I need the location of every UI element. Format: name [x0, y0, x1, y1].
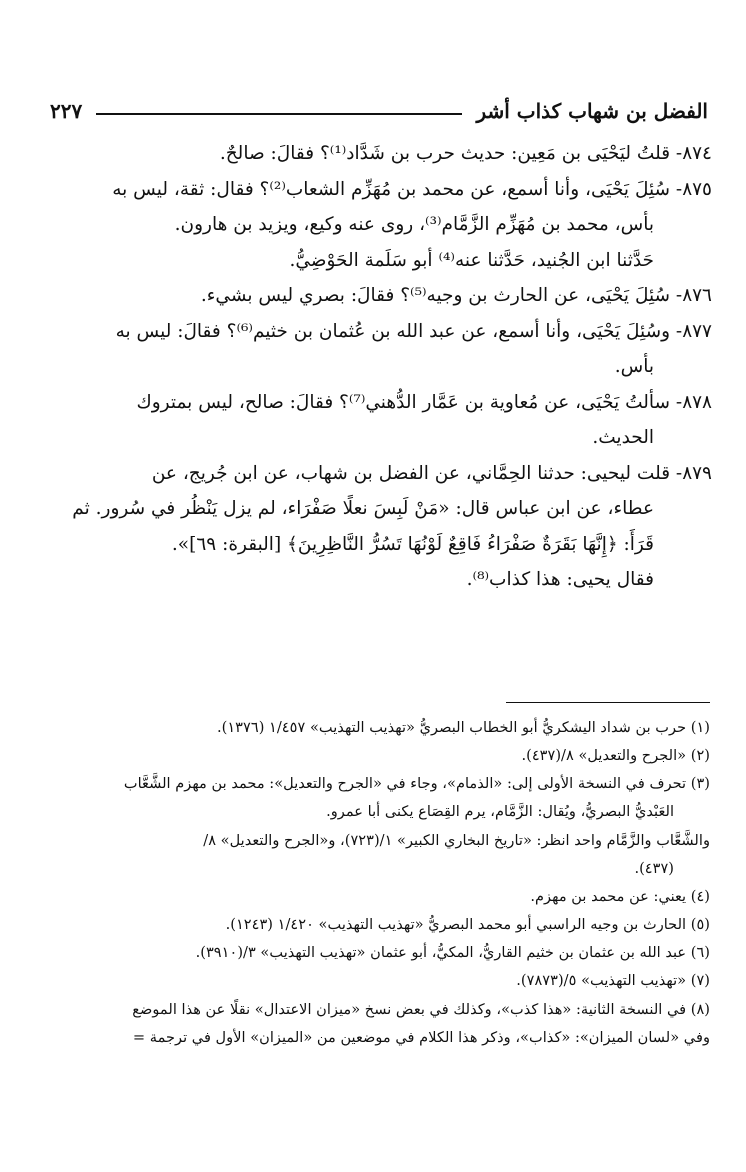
entry-line: بأس، محمد بن مُهَزِّم الزَّمَّام⁽³⁾، روى عنه وكيع، ويزيد بن هارون. [174, 214, 654, 236]
footnote-1 [38, 714, 710, 742]
entry-879 [40, 456, 712, 598]
main-text [40, 136, 712, 598]
entry-line: ٨٧٨- سألتُ يَحْيَى، عن مُعاوية بن عَمَّار الدُّهني⁽⁷⁾؟ فقالَ: صالح، ليس بمتروك [136, 391, 712, 413]
footnote-text: (٥) الحارث بن وجيه الراسبي أبو محمد البصريُّ «تهذيب التهذيب» ١/٤٢٠ (١٢٤٣). [225, 916, 710, 934]
quran-verse-line: قَرَأَ: ﴿إِنَّهَا بَقَرَةٌ صَفْرَاءُ فَاقِعٌ لَوْنُهَا تَسُرُّ النَّاظِرِينَ﴾ [البقرة: ٦٩]». [171, 533, 654, 555]
footnote-text: (٧) «تهذيب التهذيب» ٥/(٧٨٧٣). [516, 972, 710, 990]
entry-line: عطاء، عن ابن عباس قال: «مَنْ لَبِسَ نعلًا صَفْرَاء، لم يزل يَنْظُر في سُرور. ثم [72, 498, 654, 520]
entry-line: فقال يحيى: هذا كذاب⁽⁸⁾. [466, 569, 654, 591]
footnote-6 [38, 939, 710, 967]
footnotes [38, 714, 710, 1052]
footnote-5 [38, 911, 710, 939]
entry-line: حَدَّثنا ابن الجُنيد، حَدَّثنا عنه⁽⁴⁾ أبو سَلَمة الحَوْضِيُّ. [289, 249, 654, 271]
entry-line: ٨٧٤- قلتُ ليَحْيَى بن مَعِين: حديث حرب بن شَدَّاد⁽¹⁾؟ فقالَ: صالحٌ. [219, 143, 712, 164]
footnote-text: (٢) «الجرح والتعديل» ٨/(٤٣٧). [521, 747, 710, 765]
entry-877 [40, 314, 712, 385]
running-title: الفضل بن شهاب كذاب أشر [476, 99, 708, 123]
entry-line: الحديث. [592, 427, 654, 449]
entry-line: ٨٧٧- وسُئِلَ يَحْيَى، وأنا أسمع، عن عبد الله بن عُثمان بن خثيم⁽⁶⁾؟ فقالَ: ليس به [115, 320, 712, 342]
footnote-text: (٤) يعني: عن محمد بن مهزم. [530, 887, 710, 905]
entry-line: بأس. [614, 356, 654, 378]
entry-line: ٨٧٩- قلت ليحيى: حدثنا الحِمَّاني، عن الفضل بن شهاب، عن ابن جُريج، عن [151, 462, 712, 484]
footnote-continuation: والشَّعَّاب والزَّمَّام واحد انظر: «تاريخ البخاري الكبير» ١/(٧٢٣)، و«الجرح والتعديل» ٨/ [203, 831, 710, 849]
footnote-continuation: وفي «لسان الميزان»: «كذاب»، وذكر هذا الكلام في موضعين من «الميزان» الأول في ترجمة = [132, 1028, 710, 1046]
footnote-8 [38, 996, 710, 1052]
footnote-continuation: العَبْديُّ البصريُّ، ويُقال: الزَّمَّام، يرم القِصَاع يكنى أبا عمرو. [326, 803, 674, 821]
page-header [50, 94, 708, 128]
entry-874 [40, 136, 712, 172]
footnote-2 [38, 742, 710, 770]
footnote-text: (٣) تحرف في النسخة الأولى إلى: «الذمام»، وجاء في «الجرح والتعديل»: محمد بن مهزم الشَّعَّاب [123, 775, 710, 793]
entry-line: ٨٧٦- سُئِلَ يَحْيَى، عن الحارث بن وجيه⁽⁵⁾؟ فقالَ: بصري ليس بشيء. [200, 285, 712, 307]
entry-876 [40, 278, 712, 314]
footnote-4 [38, 883, 710, 911]
footnote-text: (١) حرب بن شداد اليشكريُّ أبو الخطاب البصريُّ «تهذيب التهذيب» ١/٤٥٧ (١٣٧٦). [217, 719, 710, 736]
page-number: ٢٢٧ [50, 99, 83, 123]
footnote-text: (٨) في النسخة الثانية: «هذا كذب»، وكذلك في بعض نسخ «ميزان الاعتدال» نقلًا عن هذا الموضع [132, 1000, 710, 1018]
footnote-continuation: (٤٣٧). [634, 859, 674, 877]
entry-875 [40, 172, 712, 279]
footnote-3 [38, 770, 710, 883]
header-rule [96, 113, 462, 115]
footnote-7 [38, 967, 710, 995]
entry-878 [40, 385, 712, 456]
entry-line: ٨٧٥- سُئِلَ يَحْيَى، وأنا أسمع، عن محمد بن مُهَزِّم الشعاب⁽²⁾؟ فقال: ثقة، ليس به [112, 178, 712, 200]
footnote-text: (٦) عبد الله بن عثمان بن خثيم القاريُّ، المكيُّ، أبو عثمان «تهذيب التهذيب» ٣/(٣٩١٠). [195, 944, 710, 962]
footnote-separator [506, 702, 710, 703]
